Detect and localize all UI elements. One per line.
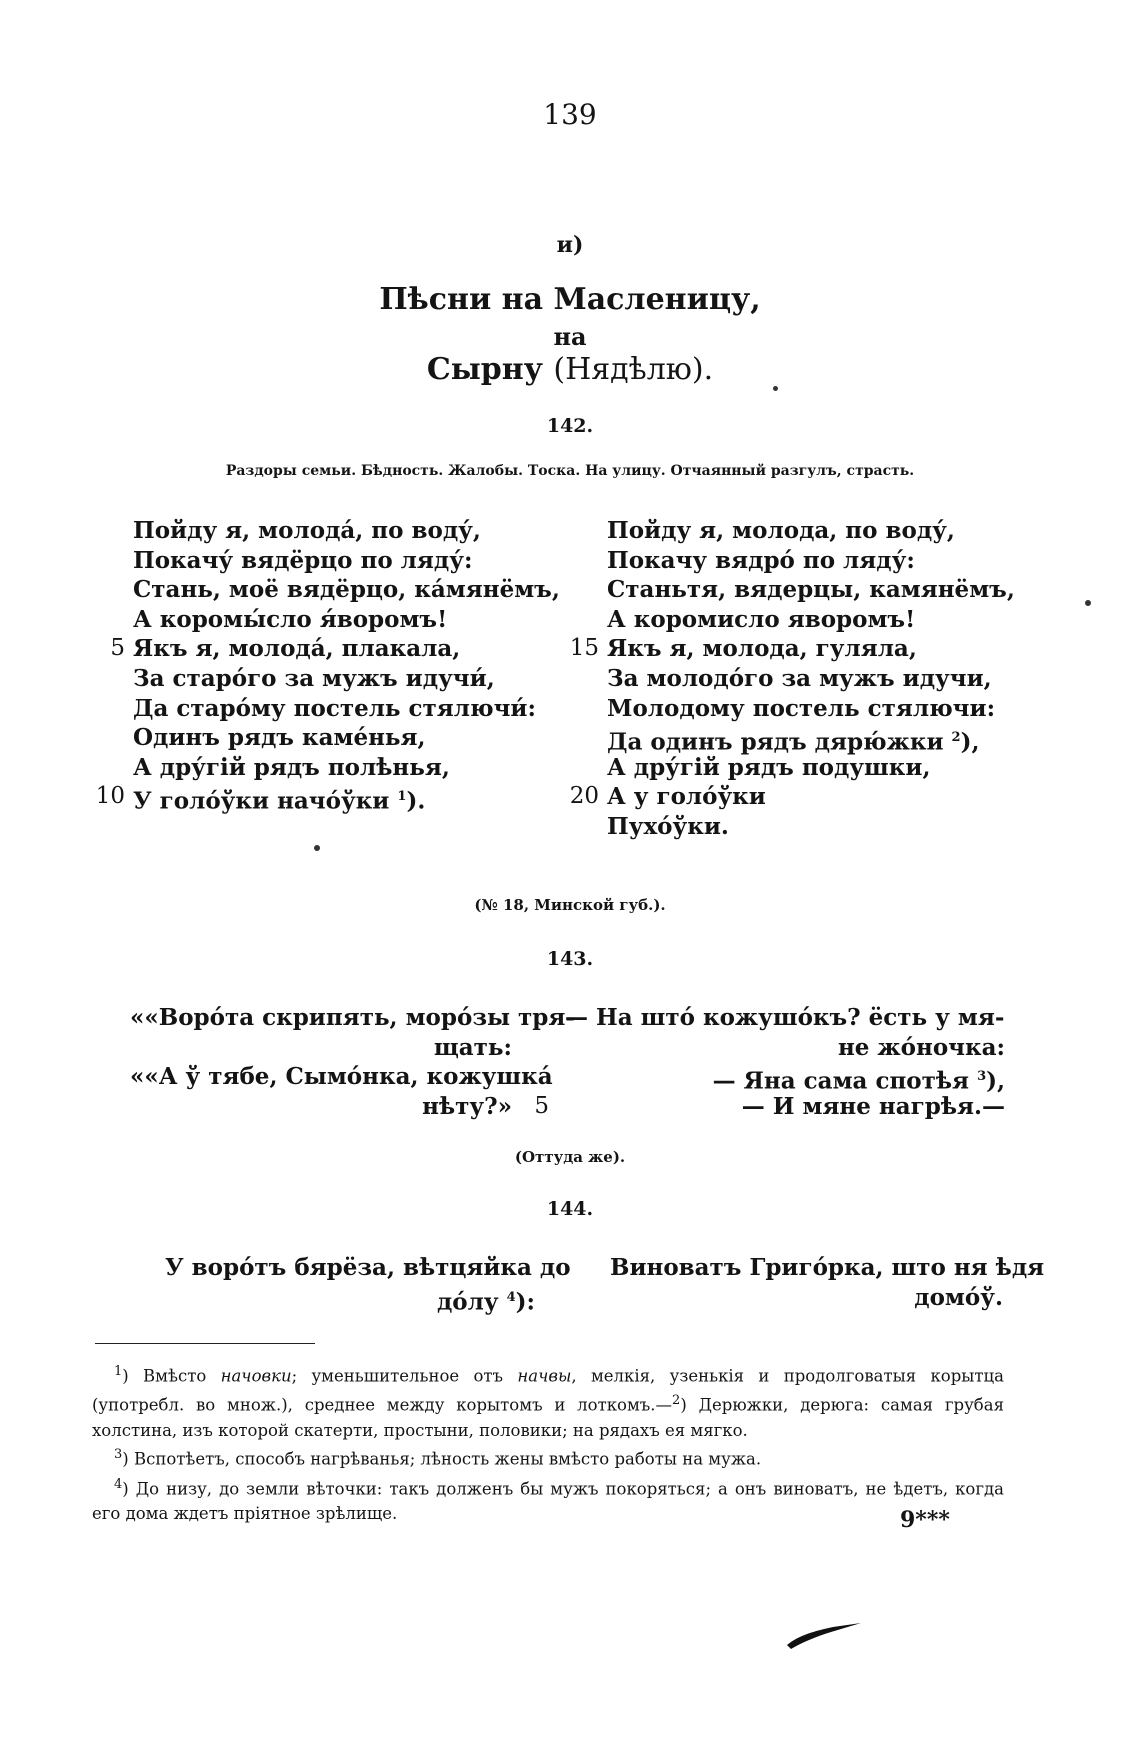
verse-text: Стань, моё вядёрцо, ка́мянёмъ, <box>133 576 560 604</box>
verse-line <box>607 812 1015 842</box>
line-number: 20 <box>569 783 599 810</box>
verse-text: Якъ я, молода, гуляла, <box>607 635 917 663</box>
verse-text: щать: <box>433 1033 512 1061</box>
verse-line <box>130 1033 512 1063</box>
footnote-1-italic-word: начовки <box>220 1366 292 1386</box>
verse-text: За молодо́го за мужъ идучи, <box>607 664 992 692</box>
verse-text: Станьтя, вядерцы, камянёмъ, <box>607 576 1015 604</box>
song-144-right-column <box>610 1253 1045 1312</box>
verse-text: до́лу <box>436 1288 507 1316</box>
footnote-rule <box>95 1343 315 1344</box>
verse-line <box>130 1003 575 1033</box>
footnote-ref: 1 <box>397 789 407 805</box>
song-143-right-column <box>534 1003 1005 1121</box>
verse-line <box>607 575 1015 605</box>
song-142-left-column <box>95 516 560 815</box>
song-144-left-column <box>165 1253 571 1316</box>
title-parenthetical: (Нядѣлю). <box>553 352 714 387</box>
verse-line <box>565 1062 1005 1095</box>
verse-line <box>165 1283 535 1316</box>
verse-tail: ). <box>406 788 426 815</box>
verse-text: не жо́ночка: <box>837 1033 1005 1061</box>
verse-line <box>607 694 1015 724</box>
footnote-4-text: ) До низу, до земли вѣточки: такъ долженъ бы мужъ покоряться; а онъ виноватъ, не ѣдетъ, когда его дома ждетъ пріятное зрѣлище. <box>92 1479 1004 1523</box>
verse-line <box>133 605 560 635</box>
section-title-line3 <box>0 352 1140 387</box>
verse-line <box>133 664 560 694</box>
signature-mark: 9*** <box>900 1507 950 1533</box>
verse-text: А у голо́ўки <box>607 783 766 811</box>
verse-tail: ), <box>960 728 980 756</box>
ink-speck <box>1085 600 1091 606</box>
verse-tail: ), <box>986 1067 1005 1095</box>
line-number: 5 <box>534 1092 549 1119</box>
footnote-ref: 2 <box>951 730 961 746</box>
verse-text: У голо́ўки начо́ўки <box>133 788 398 815</box>
song-number-142: 142. <box>546 415 594 437</box>
verse-text: — И мяне нагрѣя.— <box>741 1092 1005 1120</box>
verse-line <box>534 1092 1005 1122</box>
footnote-3 <box>92 1443 1004 1472</box>
verse-line <box>565 1003 1005 1033</box>
song-142-source: (№ 18, Минской губ.). <box>474 896 666 914</box>
verse-line <box>569 782 1015 812</box>
footnote-1-text-c: , мелкія, узенькія и продолговатыя корытца (употребл. во множ.), среднее между корытомъ и лоткомъ.— <box>92 1366 1004 1415</box>
line-number: 15 <box>569 635 599 662</box>
verse-text: — На што́ кожушо́къ? ёсть у мя- <box>565 1004 1005 1031</box>
footnote-ref: 4 <box>506 1289 516 1305</box>
verse-text: Покачу́ вядёрцо по ляду́: <box>133 546 473 574</box>
verse-text: — Яна сама спотѣя <box>712 1067 978 1095</box>
verse-text: А дру́гій рядъ подушки, <box>607 753 931 781</box>
verse-line <box>610 1283 1003 1313</box>
verse-line <box>133 753 560 783</box>
ink-blot <box>785 1615 865 1651</box>
footnote-1-mark: 1 <box>114 1364 123 1379</box>
ink-speck <box>773 386 778 391</box>
verse-text: Пухо́ўки. <box>607 812 729 840</box>
song-143-left-column <box>130 1003 575 1121</box>
section-title-line1: Пѣсни на Масленицу, <box>379 282 761 317</box>
song-142-right-column <box>569 516 1015 842</box>
verse-line <box>130 1092 512 1122</box>
verse-text: За старо́го за мужъ идучи́, <box>133 664 495 692</box>
verse-line <box>607 605 1015 635</box>
verse-line <box>133 575 560 605</box>
verse-line <box>607 753 1015 783</box>
footnote-1-text-b: ; уменьшительное отъ <box>291 1366 518 1386</box>
verse-line <box>130 1062 553 1092</box>
verse-text: Виноватъ Григо́рка, што ня ѣдя <box>610 1254 1045 1281</box>
page-number: 139 <box>543 98 597 131</box>
verse-line <box>569 634 1015 664</box>
verse-text: Якъ я, молода́, плакала, <box>133 635 461 663</box>
title-main-word: Сырну <box>426 352 543 387</box>
verse-line <box>133 546 560 576</box>
footnote-2-mark: 2 <box>672 1393 681 1409</box>
verse-text: домо́ў. <box>914 1283 1003 1311</box>
verse-line <box>133 516 560 546</box>
verse-line <box>607 516 1015 546</box>
footnote-4-mark: 4 <box>114 1476 123 1492</box>
song-number-144: 144. <box>546 1198 594 1220</box>
verse-text: Пойду я, молода, по воду́, <box>607 517 955 544</box>
verse-text: ««Воро́та скрипять, моро́зы тря- <box>130 1004 575 1031</box>
verse-line <box>607 723 1015 756</box>
footnote-4 <box>92 1473 1004 1527</box>
footnote-1-text-a: ) Вмѣсто <box>122 1366 221 1386</box>
verse-text: Одинъ рядъ каме́нья, <box>133 724 426 752</box>
song-number-143: 143. <box>546 948 594 970</box>
verse-text: нѣту?» <box>422 1092 512 1120</box>
verse-text: А коромисло яворомъ! <box>607 605 916 633</box>
verse-text: Пойду я, молода́, по воду́, <box>133 517 481 544</box>
footnote-3-mark: 3 <box>114 1447 123 1463</box>
footnote-2-text: ) Дерюжки, дерюга: самая грубая холстина, изъ которой скатерти, простыни, половики; на рядахъ ея мягко. <box>92 1395 1004 1440</box>
line-number: 10 <box>95 783 125 810</box>
verse-line <box>607 664 1015 694</box>
verse-text: Да старо́му постель стялючи́: <box>133 694 536 722</box>
verse-line <box>610 1253 1045 1283</box>
verse-text: А дру́гій рядъ полѣнья, <box>133 753 450 781</box>
footnotes <box>92 1360 1004 1527</box>
section-letter: и) <box>556 232 584 258</box>
verse-text: Покачу вядро́ по ляду́: <box>607 546 915 574</box>
verse-tail: ): <box>515 1288 535 1316</box>
verse-line <box>565 1033 1005 1063</box>
verse-line <box>133 694 560 724</box>
footnote-ref: 3 <box>977 1069 987 1085</box>
verse-text: ««А ў тябе, Сымо́нка, кожушка́ <box>130 1063 553 1091</box>
verse-text: А коромы́сло я́воромъ! <box>133 605 448 633</box>
verse-line <box>165 1253 571 1283</box>
verse-line <box>133 723 560 753</box>
line-number: 5 <box>110 635 125 662</box>
verse-text: У воро́тъ бярёза, вѣтцяйка до <box>165 1254 571 1281</box>
verse-text: Молодому постель стялючи: <box>607 694 996 722</box>
verse-line <box>95 782 560 815</box>
footnote-1-italic-word-2: начвы <box>517 1366 572 1386</box>
verse-line <box>607 546 1015 576</box>
verse-line <box>110 634 560 664</box>
song-142-subtitle: Раздоры семьи. Бѣдность. Жалобы. Тоска. На улицу. Отчаянный разгулъ, страсть. <box>225 463 915 479</box>
footnote-1-2 <box>92 1360 1004 1443</box>
verse-text: Да одинъ рядъ дярю́жки <box>607 728 952 756</box>
song-143-source: (Оттуда же). <box>514 1148 626 1166</box>
section-title-line2: на <box>553 322 587 351</box>
ink-speck <box>314 845 320 851</box>
footnote-3-text: ) Вспотѣетъ, способъ нагрѣванья; лѣность жены вмѣсто работы на мужа. <box>122 1449 762 1469</box>
